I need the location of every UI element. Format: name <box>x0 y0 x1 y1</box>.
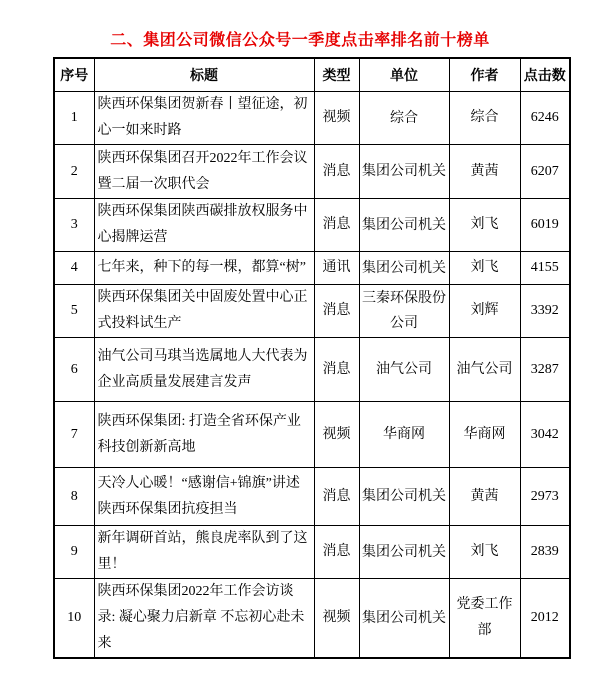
cell-unit: 集团公司机关 <box>359 199 449 252</box>
cell-clicks: 3392 <box>520 285 570 338</box>
col-header-clicks: 点击数 <box>520 58 570 92</box>
cell-clicks: 3287 <box>520 338 570 402</box>
cell-clicks: 4155 <box>520 252 570 285</box>
cell-title: 天冷人心暖！“感谢信+锦旗”讲述陕西环保集团抗疫担当 <box>94 468 314 526</box>
cell-author: 党委工作部 <box>449 579 520 659</box>
cell-author: 黄茜 <box>449 145 520 199</box>
cell-unit: 集团公司机关 <box>359 579 449 659</box>
table-row <box>54 526 570 579</box>
cell-index: 2 <box>54 145 94 199</box>
col-header-index: 序号 <box>54 58 94 92</box>
table-row <box>54 468 570 526</box>
table-row <box>54 402 570 468</box>
cell-type: 通讯 <box>314 252 359 285</box>
cell-title: 陕西环保集团: 打造全省环保产业科技创新新高地 <box>94 402 314 468</box>
cell-author: 刘飞 <box>449 526 520 579</box>
cell-title: 陕西环保集团召开2022年工作会议暨二届一次职代会 <box>94 145 314 199</box>
cell-title: 油气公司马琪当选属地人大代表为企业高质量发展建言发声 <box>94 338 314 402</box>
cell-author: 黄茜 <box>449 468 520 526</box>
cell-clicks: 6019 <box>520 199 570 252</box>
cell-index: 6 <box>54 338 94 402</box>
table-row <box>54 285 570 338</box>
table-row <box>54 252 570 285</box>
cell-title: 七年来，种下的每一棵，都算“树” <box>94 252 314 285</box>
cell-clicks: 6207 <box>520 145 570 199</box>
col-header-unit: 单位 <box>359 58 449 92</box>
cell-author: 刘辉 <box>449 285 520 338</box>
cell-index: 7 <box>54 402 94 468</box>
cell-type: 消息 <box>314 338 359 402</box>
cell-title: 陕西环保集团2022年工作会访谈录: 凝心聚力启新章 不忘初心赴未来 <box>94 579 314 659</box>
cell-type: 消息 <box>314 468 359 526</box>
cell-type: 视频 <box>314 92 359 145</box>
cell-author: 刘飞 <box>449 252 520 285</box>
cell-clicks: 2012 <box>520 579 570 659</box>
cell-index: 5 <box>54 285 94 338</box>
table-header-row <box>54 58 570 92</box>
page-title: 二、集团公司微信公众号一季度点击率排名前十榜单 <box>110 32 490 49</box>
cell-title: 陕西环保集团关中固废处置中心正式投料试生产 <box>94 285 314 338</box>
cell-index: 1 <box>54 92 94 145</box>
cell-type: 消息 <box>314 285 359 338</box>
col-header-title: 标题 <box>94 58 314 92</box>
cell-unit: 三秦环保股份公司 <box>359 285 449 338</box>
cell-author: 综合 <box>449 92 520 145</box>
cell-unit: 综合 <box>359 92 449 145</box>
table-row <box>54 92 570 145</box>
table-row <box>54 199 570 252</box>
cell-unit: 集团公司机关 <box>359 252 449 285</box>
cell-type: 消息 <box>314 526 359 579</box>
cell-type: 消息 <box>314 145 359 199</box>
cell-unit: 集团公司机关 <box>359 468 449 526</box>
cell-author: 刘飞 <box>449 199 520 252</box>
cell-title: 新年调研首站，熊良虎率队到了这里！ <box>94 526 314 579</box>
table-row <box>54 338 570 402</box>
table-row <box>54 579 570 659</box>
ranking-table <box>53 57 571 659</box>
cell-type: 视频 <box>314 402 359 468</box>
cell-unit: 油气公司 <box>359 338 449 402</box>
cell-clicks: 6246 <box>520 92 570 145</box>
cell-clicks: 3042 <box>520 402 570 468</box>
table-row <box>54 145 570 199</box>
cell-author: 油气公司 <box>449 338 520 402</box>
cell-unit: 集团公司机关 <box>359 145 449 199</box>
cell-index: 10 <box>54 579 94 659</box>
cell-index: 3 <box>54 199 94 252</box>
cell-clicks: 2839 <box>520 526 570 579</box>
cell-index: 9 <box>54 526 94 579</box>
cell-author: 华商网 <box>449 402 520 468</box>
cell-title: 陕西环保集团陕西碳排放权服务中心揭牌运营 <box>94 199 314 252</box>
col-header-author: 作者 <box>449 58 520 92</box>
cell-unit: 集团公司机关 <box>359 526 449 579</box>
col-header-type: 类型 <box>314 58 359 92</box>
cell-index: 8 <box>54 468 94 526</box>
cell-clicks: 2973 <box>520 468 570 526</box>
cell-unit: 华商网 <box>359 402 449 468</box>
cell-index: 4 <box>54 252 94 285</box>
cell-type: 视频 <box>314 579 359 659</box>
cell-type: 消息 <box>314 199 359 252</box>
cell-title: 陕西环保集团贺新春丨望征途，初心一如来时路 <box>94 92 314 145</box>
